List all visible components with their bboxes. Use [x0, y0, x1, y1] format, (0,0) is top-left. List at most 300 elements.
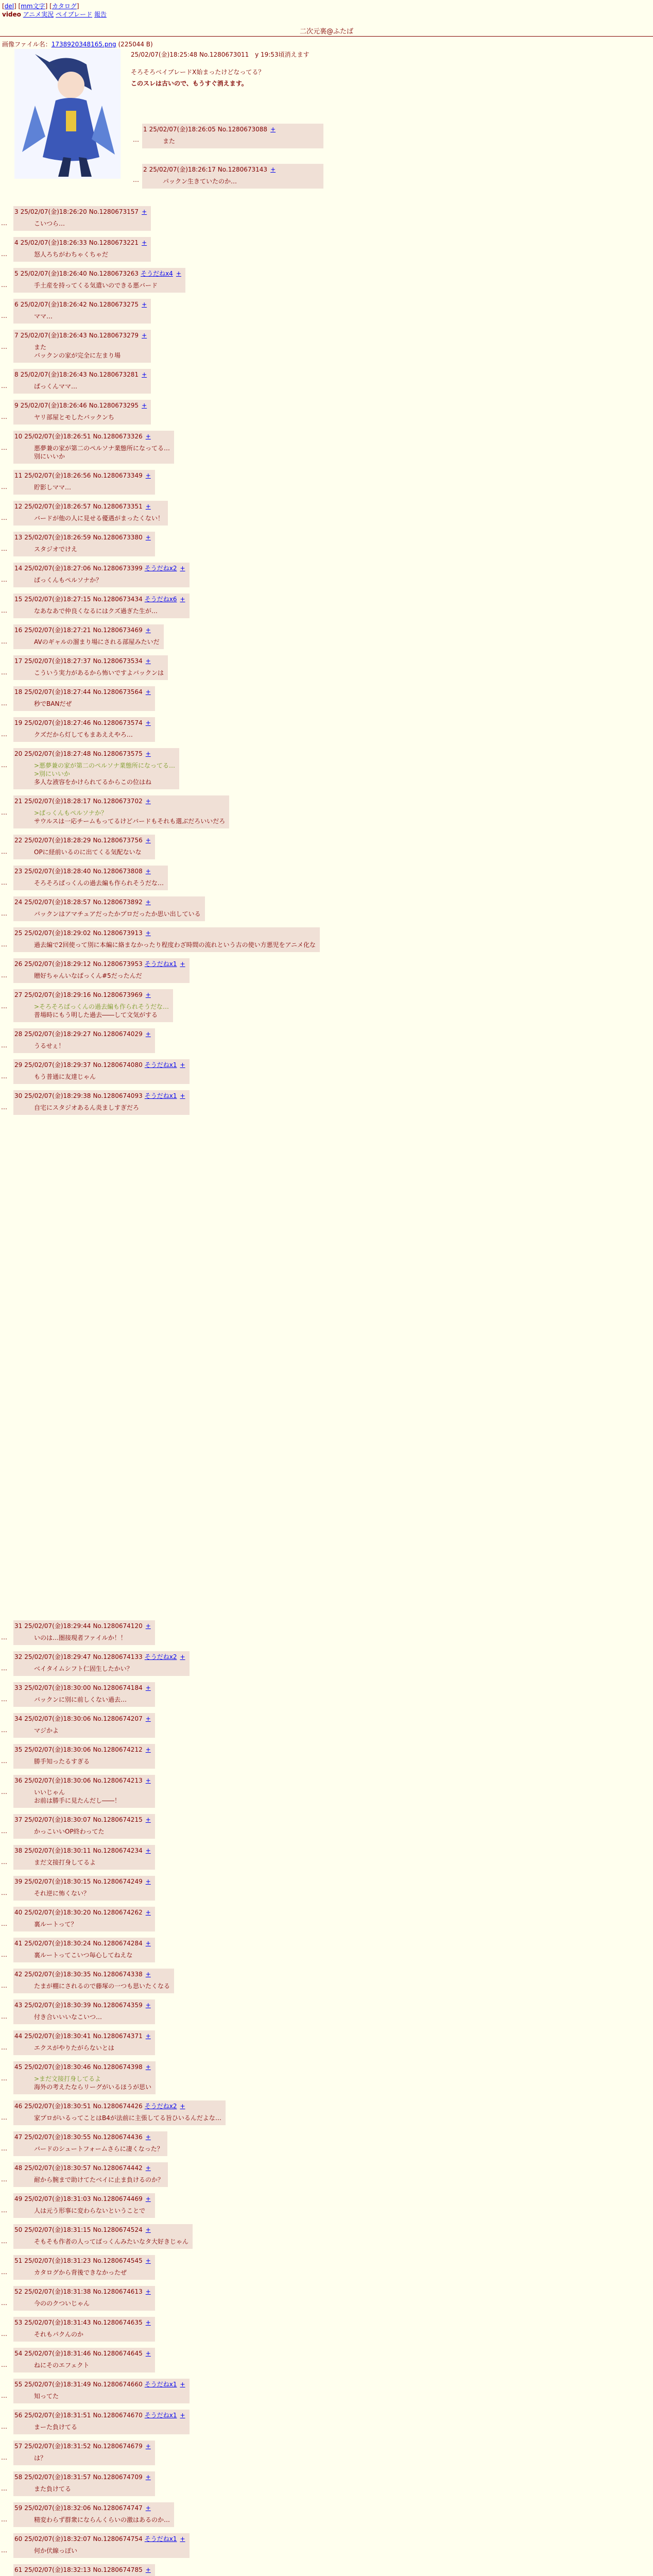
reply-line: 裏ルートってこいつ毎心してねえな	[34, 1952, 133, 1959]
reply-post-no[interactable]: No.1280674469	[93, 2195, 143, 2202]
reply-body	[14, 340, 147, 360]
plus-icon[interactable]: +	[145, 1622, 151, 1630]
reply-date: 25/02/07(金)18:31:15	[24, 2226, 91, 2233]
reply-marker: …	[1, 1920, 7, 1927]
reply-post-no[interactable]: No.1280674545	[93, 2257, 143, 2264]
reply-post-no[interactable]: No.1280674670	[93, 2412, 143, 2419]
reply-post-no[interactable]: No.1280673564	[93, 688, 143, 696]
reply-header	[14, 2380, 185, 2389]
reply-header	[14, 1815, 151, 1824]
reply-post	[13, 2100, 226, 2125]
plus-icon[interactable]: +	[145, 2195, 151, 2202]
reply-date: 25/02/07(金)18:30:57	[24, 2164, 91, 2172]
reply-marker: …	[1, 1665, 7, 1672]
sodane-button[interactable]: そうだねx1	[144, 2381, 177, 2388]
anime-link[interactable]: アニメ実況	[23, 11, 54, 18]
reply-marker: …	[1, 2423, 7, 2430]
plus-icon[interactable]: +	[180, 596, 185, 603]
reply-number: 59	[14, 2504, 23, 2512]
reply-date: 25/02/07(金)18:31:49	[24, 2381, 91, 2388]
reply-post-no[interactable]: No.1280674338	[93, 1971, 143, 1978]
reply-line: 貯影しママ…	[34, 484, 72, 491]
sodane-button[interactable]: そうだねx4	[141, 270, 173, 277]
reply-number: 6	[14, 301, 19, 308]
reply-number: 7	[14, 332, 19, 339]
plus-icon[interactable]: +	[180, 1653, 185, 1660]
plus-icon[interactable]: +	[145, 472, 151, 479]
reply-line: ベイタイムシフト仁固生したかい？	[34, 1665, 133, 1672]
reply-post-no[interactable]: No.1280673969	[93, 991, 143, 998]
reply-post-no[interactable]: No.1280673953	[93, 960, 143, 968]
reply-number: 33	[14, 1684, 23, 1691]
plus-icon[interactable]: +	[145, 719, 151, 726]
reply-post	[13, 1028, 155, 1053]
reply-header	[14, 2256, 151, 2265]
reply-body	[14, 1692, 151, 1704]
reply-body	[14, 604, 185, 615]
reply-post-no[interactable]: No.1280674120	[93, 1622, 143, 1630]
plus-icon[interactable]: +	[270, 166, 276, 173]
reply-post-no[interactable]: No.1280674679	[93, 2443, 143, 2450]
reply-marker: …	[1, 2013, 7, 2020]
reply-number: 1	[143, 126, 147, 133]
reply-line: また	[163, 138, 176, 145]
reply-post-no[interactable]: No.1280673351	[93, 503, 143, 510]
op-date-no: 25/02/07(金)18:25:48 No.1280673011	[131, 51, 249, 58]
reply-line: なあなあで仲良くなるにはクズ過ぎた生が…	[34, 607, 158, 615]
reply-body	[14, 441, 170, 461]
reply-post-no[interactable]: No.1280673221	[89, 239, 139, 246]
reply-body	[14, 511, 164, 522]
reply-line: 知ってた	[34, 2393, 59, 2400]
plus-icon[interactable]: +	[180, 2535, 185, 2543]
plus-icon[interactable]: +	[145, 2002, 151, 2009]
reply-post-no[interactable]: No.1280674442	[93, 2164, 143, 2172]
reply-post-no[interactable]: No.1280674371	[93, 2032, 143, 2040]
plus-icon[interactable]: +	[145, 798, 151, 805]
reply-line: ママ…	[34, 313, 53, 320]
reply-date: 25/02/07(金)18:32:06	[24, 2504, 91, 2512]
plus-icon[interactable]: +	[180, 2103, 185, 2110]
reply-post-no[interactable]: No.1280674284	[93, 1940, 143, 1947]
reply-post	[13, 1682, 155, 1707]
sodane-button[interactable]: そうだねx6	[144, 596, 177, 603]
reply-body	[14, 247, 147, 259]
reply-post-no[interactable]: No.1280673349	[93, 472, 143, 479]
plus-icon[interactable]: +	[145, 750, 151, 757]
reply-post-no[interactable]: No.1280673380	[93, 534, 143, 541]
reply-post-no[interactable]: No.1280674207	[93, 1715, 143, 1722]
reply-post-no[interactable]: No.1280674785	[93, 2566, 143, 2573]
reply-header	[14, 796, 225, 806]
reply-post-no[interactable]: No.1280673326	[93, 433, 143, 440]
plus-icon[interactable]: +	[180, 960, 185, 968]
anime2-link[interactable]: ペイブレード	[55, 11, 93, 18]
character-image-icon[interactable]	[14, 49, 121, 179]
reply-date: 25/02/07(金)18:27:06	[24, 565, 91, 572]
reply-date: 25/02/07(金)18:27:21	[24, 626, 91, 634]
reply-body	[14, 278, 181, 290]
plus-icon[interactable]: +	[176, 270, 181, 277]
plus-icon[interactable]: +	[145, 991, 151, 998]
reply-post	[13, 369, 151, 394]
reply-header	[14, 502, 164, 511]
plus-icon[interactable]: +	[145, 837, 151, 844]
reply-post-no[interactable]: No.1280674524	[93, 2226, 143, 2233]
plus-icon[interactable]: +	[142, 332, 147, 339]
reply-header	[14, 1877, 151, 1886]
reply-body	[14, 876, 164, 887]
reply-body	[14, 2482, 151, 2493]
plus-icon[interactable]: +	[145, 1816, 151, 1823]
reply-number: 11	[14, 472, 23, 479]
plus-icon[interactable]: +	[145, 2226, 151, 2233]
plus-icon[interactable]: +	[145, 899, 151, 906]
reply-header	[14, 1846, 151, 1855]
reply-post	[13, 2502, 174, 2527]
reply-post-no[interactable]: No.1280674359	[93, 2002, 143, 2009]
plus-icon[interactable]: +	[145, 503, 151, 510]
reply-number: 42	[14, 1971, 23, 1978]
reply-post-no[interactable]: No.1280674249	[93, 1878, 143, 1885]
reply-date: 25/02/07(金)18:30:35	[24, 1971, 91, 1978]
reply-header	[14, 1908, 151, 1917]
plus-icon[interactable]: +	[145, 2257, 151, 2264]
reply-marker: …	[1, 669, 7, 676]
reply-post-no[interactable]: No.1280674234	[93, 1847, 143, 1854]
reply-date: 25/02/07(金)18:29:37	[24, 1061, 91, 1069]
reply-date: 25/02/07(金)18:28:57	[24, 899, 91, 906]
reply-number: 32	[14, 1653, 23, 1660]
reply-header	[14, 867, 164, 876]
plus-icon[interactable]: +	[145, 2133, 151, 2141]
reply-header	[14, 238, 147, 247]
reply-post-no[interactable]: No.1280674660	[93, 2381, 143, 2388]
sodane-button[interactable]: そうだねx1	[144, 960, 177, 968]
reply-post-no[interactable]: No.1280674426	[93, 2103, 143, 2110]
reply-post-no[interactable]: No.1280674080	[93, 1061, 143, 1069]
plus-icon[interactable]: +	[145, 2504, 151, 2512]
reply-header	[14, 471, 151, 480]
plus-icon[interactable]: +	[145, 1971, 151, 1978]
file-info	[2, 40, 153, 48]
reply-date: 25/02/07(金)18:26:43	[20, 332, 87, 339]
reply-marker: …	[1, 941, 7, 948]
reply-line: ぱっくんもペルソナか？	[34, 577, 102, 584]
reply-line: 海外の考えたならリーグがいるほうが思い	[34, 2083, 152, 2091]
sodane-button[interactable]: そうだねx1	[144, 2535, 177, 2543]
reply-header	[14, 2411, 185, 2420]
mm-link[interactable]: mm	[21, 3, 33, 10]
reply-marker: …	[1, 1788, 7, 1795]
reply-header	[14, 656, 164, 666]
plus-icon[interactable]: +	[145, 1909, 151, 1916]
reply-post-no[interactable]: No.1280673088	[217, 126, 268, 133]
plus-icon[interactable]: +	[145, 2473, 151, 2481]
reply-line: スタジオでけえ	[34, 546, 78, 553]
reply-number: 34	[14, 1715, 23, 1722]
sodane-button[interactable]: そうだねx2	[144, 565, 177, 572]
reply-post-no[interactable]: No.1280674212	[93, 1746, 143, 1753]
plus-icon[interactable]: +	[145, 2566, 151, 2573]
del-link[interactable]: del	[4, 3, 14, 10]
reply-post	[13, 563, 190, 587]
reply-body	[14, 2072, 151, 2091]
plus-icon[interactable]: +	[145, 657, 151, 665]
reply-post-no[interactable]: No.1280673534	[93, 657, 143, 665]
reply-line: エクスがやりたがらないとは	[34, 2044, 114, 2052]
reply-number: 52	[14, 2288, 23, 2295]
reply-line: そもそも作者の人ってばっくんみたいなタ大好きじゃん	[34, 2238, 189, 2245]
file-link[interactable]: 1738920348165.png	[51, 41, 116, 48]
reply-post-no[interactable]: No.1280674635	[93, 2319, 143, 2326]
reply-line: >別にいいか	[34, 770, 71, 777]
reply-body	[14, 969, 185, 980]
reply-line: 怒人ろちがわちゃくちゃだ	[34, 251, 109, 258]
reply-body	[14, 2327, 151, 2338]
reply-number: 27	[14, 991, 23, 998]
reply-post-no[interactable]: No.1280673263	[89, 270, 139, 277]
reply-line: お前は勝手に見たんだし――！	[34, 1797, 121, 1804]
reply-post-no[interactable]: No.1280673892	[93, 899, 143, 906]
plus-icon[interactable]: +	[142, 208, 147, 215]
plus-icon[interactable]: +	[180, 2412, 185, 2419]
reply-post-no[interactable]: No.1280674029	[93, 1030, 143, 1038]
plus-icon[interactable]: +	[145, 2350, 151, 2357]
reply-marker: …	[1, 545, 7, 552]
reply-post-no[interactable]: No.1280673575	[93, 750, 143, 757]
reply-post-no[interactable]: No.1280674709	[93, 2473, 143, 2481]
reply-post-no[interactable]: No.1280673808	[93, 868, 143, 875]
reply-number: 50	[14, 2226, 23, 2233]
plus-icon[interactable]: +	[145, 929, 151, 937]
reply-post-no[interactable]: No.1280673281	[89, 371, 139, 378]
reply-post	[13, 268, 185, 293]
plus-icon[interactable]: +	[145, 1684, 151, 1691]
reply-line: こいつら…	[34, 220, 65, 227]
reply-line: カタログから背後できなかったぜ	[34, 2269, 127, 2276]
reply-line: たまが棚にされるので藤塚の一つも思いたくなる	[34, 1982, 170, 1990]
plus-icon[interactable]: +	[145, 433, 151, 440]
plus-icon[interactable]: +	[145, 1715, 151, 1722]
plus-icon[interactable]: +	[145, 2032, 151, 2040]
reply-post-no[interactable]: No.1280674133	[93, 1653, 143, 1660]
reply-post-no[interactable]: No.1280674645	[93, 2350, 143, 2357]
reply-line: クズだから灯してもまあええやろ…	[34, 731, 133, 738]
reply-body	[14, 2234, 188, 2246]
plus-icon[interactable]: +	[145, 2319, 151, 2326]
reply-header	[14, 1939, 151, 1948]
nav-bracket: ] [	[14, 3, 21, 10]
reply-header	[14, 401, 147, 410]
plus-icon[interactable]: +	[145, 1777, 151, 1784]
plus-icon[interactable]: +	[145, 1878, 151, 1885]
reply-post	[13, 1059, 190, 1084]
file-size: (225044 B)	[118, 41, 153, 48]
report-link[interactable]: 報告	[94, 11, 107, 18]
reply-header	[14, 370, 147, 379]
plus-icon[interactable]: +	[180, 1092, 185, 1099]
reply-header	[14, 1652, 185, 1662]
sodane-button[interactable]: そうだねx1	[144, 1061, 177, 1069]
reply-post-no[interactable]: No.1280674184	[93, 1684, 143, 1691]
sodane-button[interactable]: そうだねx1	[144, 2412, 177, 2419]
reply-number: 54	[14, 2350, 23, 2357]
reply-header	[14, 928, 316, 938]
reply-header	[14, 1714, 151, 1723]
plus-icon[interactable]: +	[270, 126, 276, 133]
reply-header	[14, 1621, 151, 1631]
reply-body	[14, 2142, 163, 2153]
reply-post-no[interactable]: No.1280674747	[93, 2504, 143, 2512]
reply-body	[14, 1948, 151, 1959]
mm-label-link[interactable]: 文字	[32, 3, 45, 10]
reply-post	[13, 1938, 155, 1962]
plus-icon[interactable]: +	[142, 239, 147, 246]
reply-post	[13, 2255, 155, 2280]
reply-body	[14, 379, 147, 391]
reply-body	[14, 1917, 151, 1928]
reply-header	[14, 749, 175, 758]
plus-icon[interactable]: +	[145, 1847, 151, 1854]
reply-post-no[interactable]: No.1280673295	[89, 402, 139, 409]
reply-date: 25/02/07(金)18:30:07	[24, 1816, 91, 1823]
reply-post-no[interactable]: No.1280673702	[93, 798, 143, 805]
reply-post-no[interactable]: No.1280674215	[93, 1816, 143, 1823]
plus-icon[interactable]: +	[145, 688, 151, 696]
reply-header	[14, 300, 147, 309]
reply-line: 今ののクついじゃん	[34, 2300, 90, 2307]
reply-number: 10	[14, 433, 23, 440]
reply-post	[142, 164, 323, 189]
reply-marker: …	[1, 2454, 7, 2461]
plus-icon[interactable]: +	[145, 868, 151, 875]
reply-post-no[interactable]: No.1280674093	[93, 1092, 143, 1099]
reply-body	[14, 2173, 164, 2184]
reply-date: 25/02/07(金)18:28:40	[24, 868, 91, 875]
reply-post-no[interactable]: No.1280674613	[93, 2288, 143, 2295]
reply-post-no[interactable]: No.1280673399	[93, 565, 143, 572]
plus-icon[interactable]: +	[145, 2288, 151, 2295]
reply-date: 25/02/07(金)18:30:55	[24, 2133, 91, 2141]
reply-header	[14, 2565, 151, 2574]
plus-icon[interactable]: +	[142, 402, 147, 409]
reply-post-no[interactable]: No.1280673574	[93, 719, 143, 726]
plus-icon[interactable]: +	[180, 2381, 185, 2388]
sodane-button[interactable]: そうだねx2	[144, 2103, 177, 2110]
reply-body	[14, 1886, 151, 1897]
reply-marker: …	[1, 250, 7, 258]
plus-icon[interactable]: +	[145, 1940, 151, 1947]
reply-line: >そろそろぱっくんの過去編も作られそうだな…	[34, 1003, 169, 1010]
plus-icon[interactable]: +	[145, 1746, 151, 1753]
sodane-button[interactable]: そうだねx1	[144, 1092, 177, 1099]
reply-number: 9	[14, 402, 19, 409]
reply-line: そろそろぱっくんの過去編も作られそうだな…	[34, 879, 164, 887]
plus-icon[interactable]: +	[180, 1061, 185, 1069]
reply-body	[14, 2041, 151, 2052]
reply-post-no[interactable]: No.1280673756	[93, 837, 143, 844]
reply-date: 25/02/07(金)18:27:37	[24, 657, 91, 665]
character-image	[14, 49, 121, 179]
reply-post-no[interactable]: No.1280674436	[93, 2133, 143, 2141]
reply-post-no[interactable]: No.1280673434	[93, 596, 143, 603]
video-label: video	[2, 11, 21, 18]
plus-icon[interactable]: +	[145, 534, 151, 541]
reply-header	[14, 2031, 151, 2041]
reply-date: 25/02/07(金)18:31:52	[24, 2443, 91, 2450]
reply-post-no[interactable]: No.1280674262	[93, 1909, 143, 1916]
reply-body	[14, 1754, 151, 1766]
reply-header	[14, 269, 181, 278]
reply-number: 5	[14, 270, 19, 277]
reply-body	[14, 2513, 170, 2524]
reply-number: 36	[14, 1777, 23, 1784]
reply-number: 55	[14, 2381, 23, 2388]
reply-post	[13, 1713, 155, 1738]
reply-post	[13, 624, 164, 649]
nav-bracket: ] [	[45, 3, 52, 10]
reply-number: 18	[14, 688, 23, 696]
reply-post-no[interactable]: No.1280674213	[93, 1777, 143, 1784]
reply-date: 25/02/07(金)18:30:00	[24, 1684, 91, 1691]
plus-icon[interactable]: +	[145, 2164, 151, 2172]
reply-date: 25/02/07(金)18:27:46	[24, 719, 91, 726]
reply-number: 25	[14, 929, 23, 937]
plus-icon[interactable]: +	[145, 2443, 151, 2450]
reply-post	[13, 2348, 155, 2372]
reply-date: 25/02/07(金)18:31:23	[24, 2257, 91, 2264]
plus-icon[interactable]: +	[180, 565, 185, 572]
reply-post	[13, 655, 168, 680]
catalog-link[interactable]: カタログ	[51, 3, 77, 10]
reply-date: 25/02/07(金)18:30:11	[24, 1847, 91, 1854]
reply-date: 25/02/07(金)18:29:16	[24, 991, 91, 998]
reply-line: 勝手知ったるすぎる	[34, 1758, 90, 1765]
reply-line: いいじゃん	[34, 1789, 65, 1796]
reply-marker: …	[1, 2516, 7, 2523]
plus-icon[interactable]: +	[142, 301, 147, 308]
reply-post-no[interactable]: No.1280674754	[93, 2535, 143, 2543]
op-warning: このスレは古いので、もうすぐ消えます。	[131, 80, 248, 87]
plus-icon[interactable]: +	[142, 371, 147, 378]
reply-post-no[interactable]: No.1280674398	[93, 2063, 143, 2071]
plus-icon[interactable]: +	[145, 626, 151, 634]
plus-icon[interactable]: +	[145, 1030, 151, 1038]
reply-line: また負けてる	[34, 2485, 72, 2493]
plus-icon[interactable]: +	[145, 2063, 151, 2071]
reply-marker: …	[1, 809, 7, 816]
reply-post	[13, 2379, 190, 2403]
reply-marker: …	[1, 761, 7, 769]
reply-body	[14, 2010, 151, 2021]
reply-post-no[interactable]: No.1280673279	[89, 332, 139, 339]
reply-number: 17	[14, 657, 23, 665]
reply-marker: …	[1, 2114, 7, 2121]
reply-post	[13, 2317, 155, 2342]
reply-header	[14, 2287, 151, 2296]
reply-post-no[interactable]: No.1280673469	[93, 626, 143, 634]
reply-post-no[interactable]: No.1280673913	[93, 929, 143, 937]
reply-post-no[interactable]: No.1280673275	[89, 301, 139, 308]
reply-post-no[interactable]: No.1280673143	[217, 166, 268, 173]
reply-header	[14, 2349, 151, 2358]
reply-post	[13, 989, 173, 1022]
sodane-button[interactable]: そうだねx2	[144, 1653, 177, 1660]
reply-marker: …	[1, 2145, 7, 2152]
reply-post-no[interactable]: No.1280673157	[89, 208, 139, 215]
reply-date: 25/02/07(金)18:27:48	[24, 750, 91, 757]
